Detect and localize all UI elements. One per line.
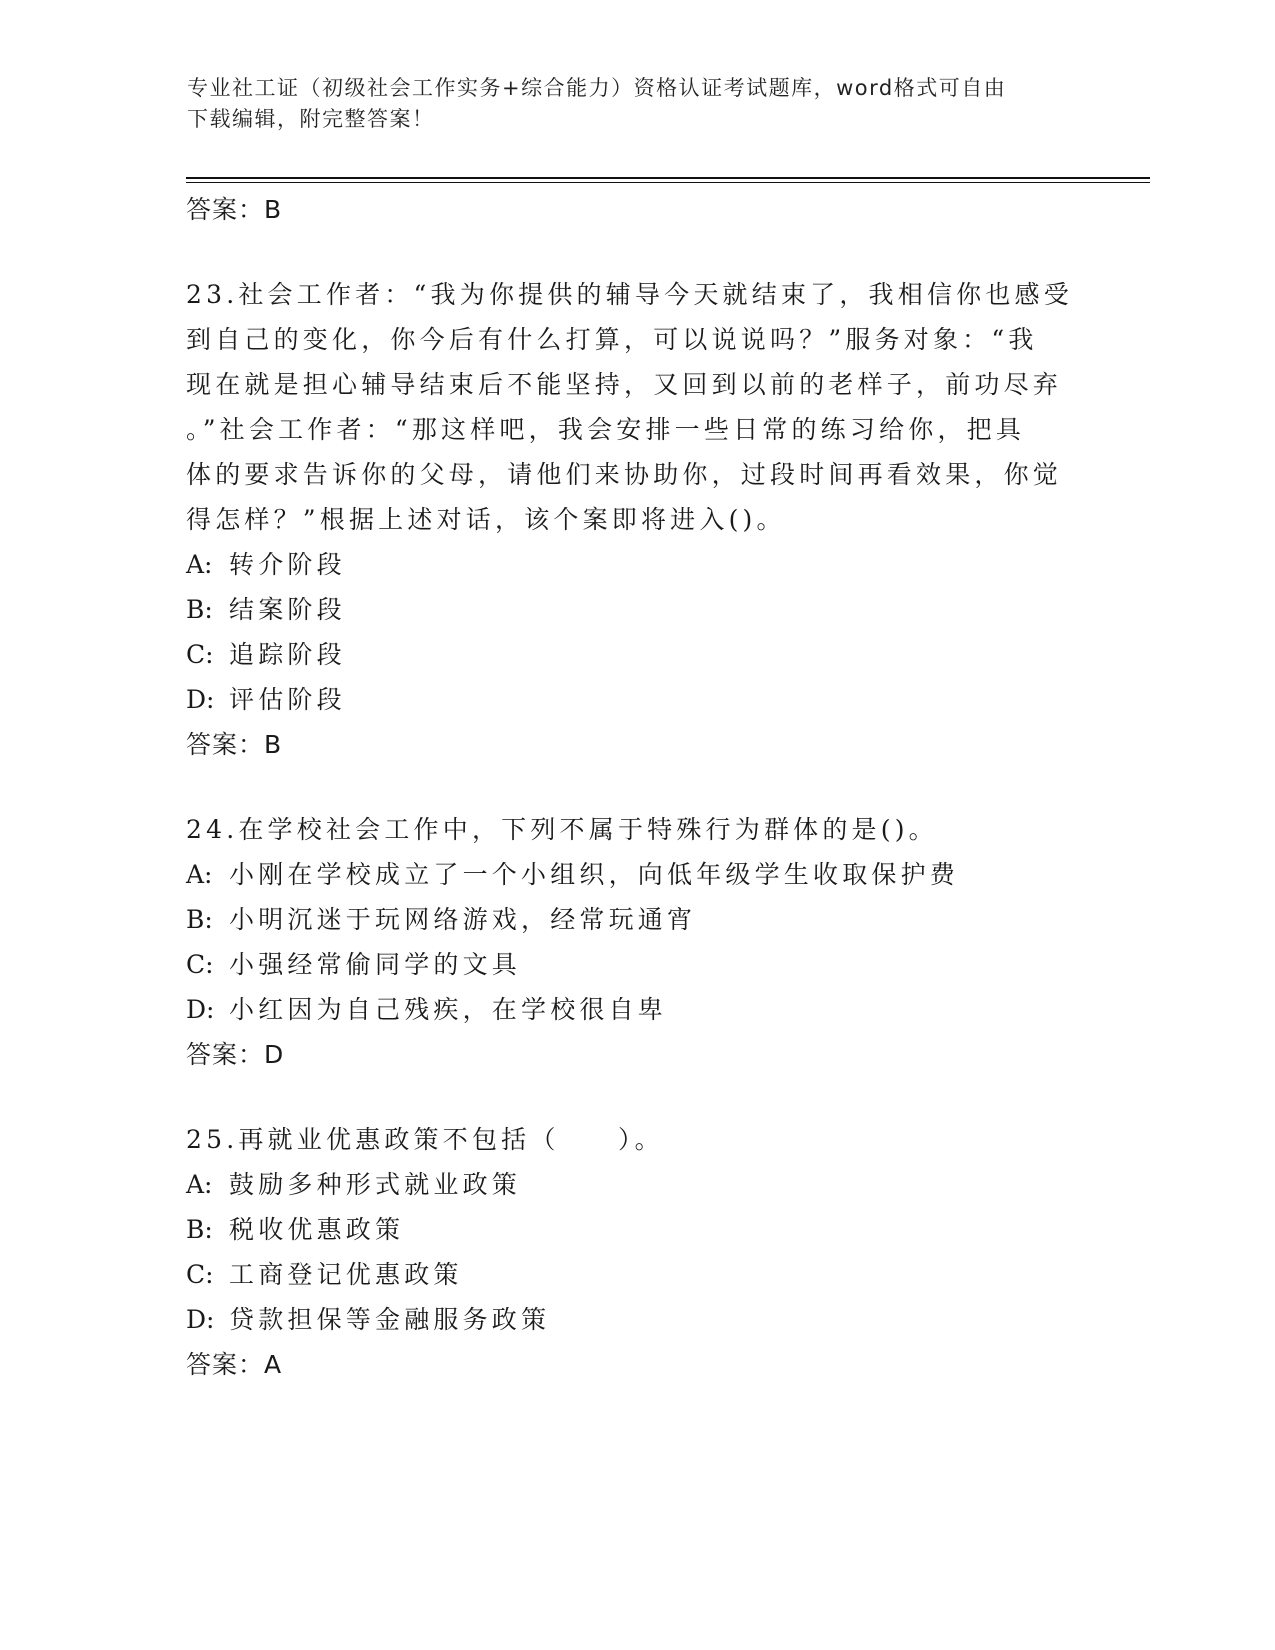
option-letter: B: — [186, 905, 213, 934]
option-c — [186, 942, 1086, 987]
question-text-line: 现在就是担心辅导结束后不能坚持，又回到以前的老样子，前功尽弃 — [186, 370, 1063, 399]
option-text: 小明沉迷于玩网络游戏，经常玩通宵 — [229, 905, 697, 934]
option-letter: A: — [186, 860, 213, 889]
option-text: 工商登记优惠政策 — [229, 1260, 463, 1289]
option-text: 转介阶段 — [229, 550, 346, 579]
header-divider-thick — [186, 177, 1150, 179]
question-text-line: 得怎样？”根据上述对话，该个案即将进入()。 — [186, 505, 786, 534]
option-c — [186, 632, 1086, 677]
option-letter: A: — [186, 550, 213, 579]
question-text-line: 到自己的变化，你今后有什么打算，可以说说吗？”服务对象：“我 — [186, 325, 1038, 354]
option-letter: D: — [186, 995, 215, 1024]
question-text-line: 23.社会工作者：“我为你提供的辅导今天就结束了，我相信你也感受 — [186, 280, 1073, 309]
question-list — [186, 187, 1086, 1387]
option-a — [186, 852, 1086, 897]
option-text: 小红因为自己残疾，在学校很自卑 — [229, 995, 668, 1024]
question-text-line: 25.再就业优惠政策不包括（ ）。 — [186, 1125, 664, 1154]
spacer — [186, 1077, 1086, 1117]
option-text: 鼓励多种形式就业政策 — [229, 1170, 522, 1199]
question-block-24 — [186, 807, 1086, 1077]
question-text-line: 体的要求告诉你的父母，请他们来协助你，过段时间再看效果，你觉 — [186, 460, 1063, 489]
option-letter: A: — [186, 1170, 213, 1199]
option-text: 小刚在学校成立了一个小组织，向低年级学生收取保护费 — [229, 860, 960, 889]
option-b — [186, 587, 1086, 632]
header-line-2: 下载编辑，附完整答案！ — [187, 107, 435, 131]
document-header — [187, 73, 1087, 135]
option-text: 贷款担保等金融服务政策 — [229, 1305, 551, 1334]
option-text: 小强经常偷同学的文具 — [229, 950, 522, 979]
option-text: 税收优惠政策 — [229, 1215, 405, 1244]
option-letter: B: — [186, 595, 213, 624]
option-d — [186, 677, 1086, 722]
option-d — [186, 1297, 1086, 1342]
option-text: 追踪阶段 — [229, 640, 346, 669]
option-c — [186, 1252, 1086, 1297]
option-letter: C: — [186, 640, 214, 669]
question-text-line: 。”社会工作者：“那这样吧，我会安排一些日常的练习给你，把具 — [186, 415, 1026, 444]
question-text-line: 24.在学校社会工作中，下列不属于特殊行为群体的是()。 — [186, 815, 938, 844]
option-letter: C: — [186, 950, 214, 979]
header-divider-thin — [186, 182, 1150, 183]
answer-line: 答案：A — [186, 1350, 283, 1379]
option-letter: D: — [186, 1305, 215, 1334]
question-block-25 — [186, 1117, 1086, 1387]
option-a — [186, 1162, 1086, 1207]
spacer — [186, 232, 1086, 272]
option-a — [186, 542, 1086, 587]
question-block-23 — [186, 272, 1086, 767]
option-letter: B: — [186, 1215, 213, 1244]
option-b — [186, 1207, 1086, 1252]
option-text: 评估阶段 — [229, 685, 346, 714]
answer-line: 答案：D — [186, 1040, 285, 1069]
spacer — [186, 767, 1086, 807]
previous-answer: 答案：B — [186, 195, 283, 224]
option-b — [186, 897, 1086, 942]
option-letter: C: — [186, 1260, 214, 1289]
header-line-1: 专业社工证（初级社会工作实务+综合能力）资格认证考试题库，word格式可自由 — [187, 76, 1007, 100]
option-letter: D: — [186, 685, 215, 714]
option-text: 结案阶段 — [229, 595, 346, 624]
answer-line: 答案：B — [186, 730, 283, 759]
option-d — [186, 987, 1086, 1032]
